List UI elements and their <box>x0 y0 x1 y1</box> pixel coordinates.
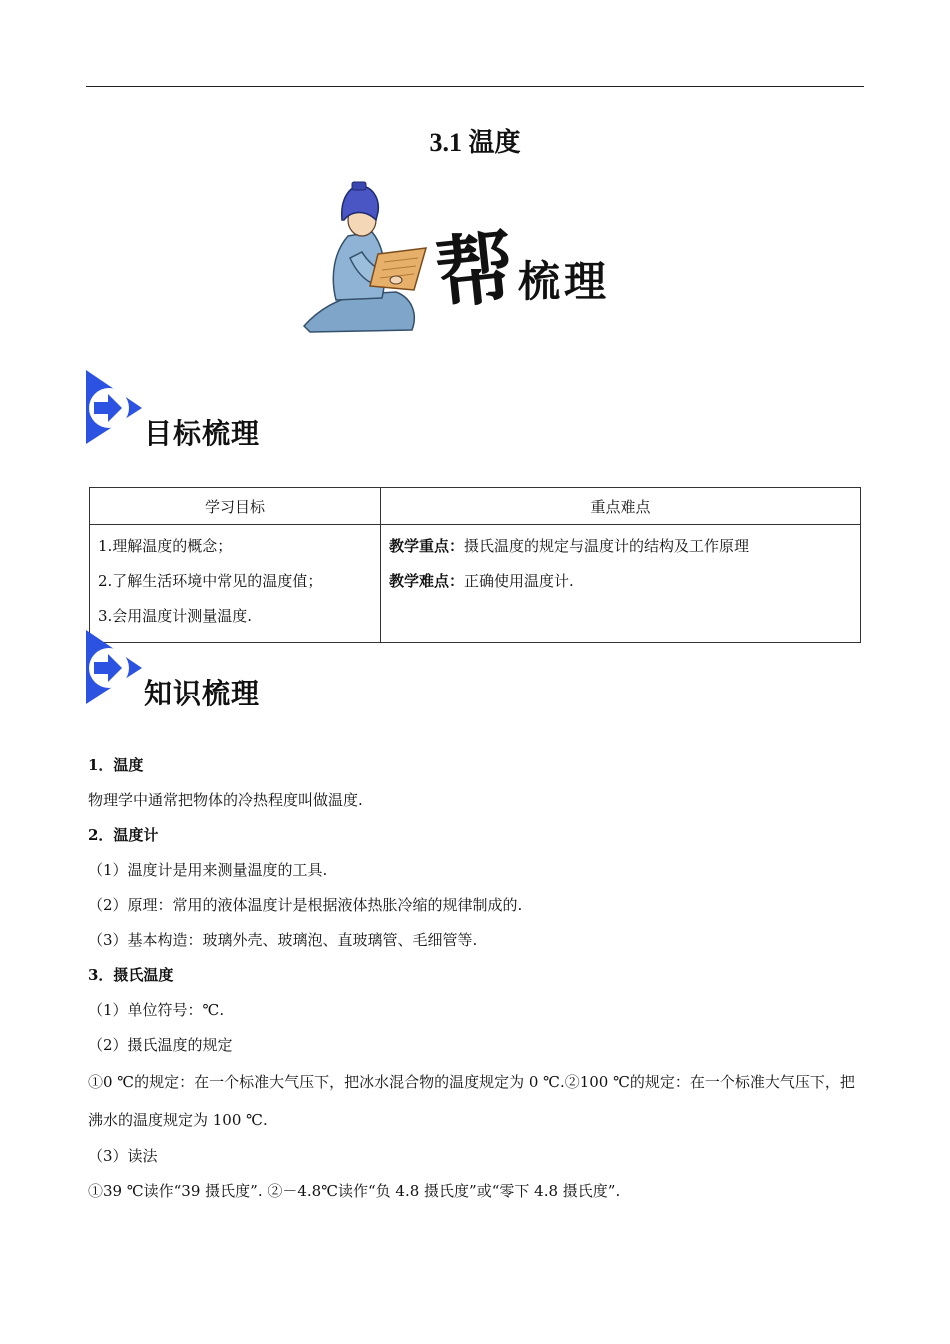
knowledge-line: ①0 ℃的规定：在一个标准大气压下，把冰水混合物的温度规定为 0 ℃.②100 ℃的规定：在一个标准大气压下，把沸水的温度规定为 100 ℃. <box>88 1073 855 1129</box>
key-point-label: 教学重点： <box>389 537 465 555</box>
banner-small-text: 梳理 <box>518 257 611 306</box>
knowledge-line: （2）原理：常用的液体温度计是根据液体热胀冷缩的规律制成的. <box>88 896 523 914</box>
knowledge-content <box>88 748 868 1209</box>
header-rule <box>86 86 864 87</box>
page-title: 3.1 温度 <box>429 128 521 157</box>
section-knowledge-heading <box>84 628 384 708</box>
knowledge-heading: 3．摄氏温度 <box>88 966 174 984</box>
right-arrow-icon <box>84 628 144 706</box>
knowledge-heading: 2．温度计 <box>88 826 159 844</box>
goals-table <box>89 487 861 643</box>
key-points-cell <box>381 525 861 643</box>
banner-illustration <box>300 180 630 340</box>
banner-big-char: 帮 <box>431 221 519 321</box>
goals-cell <box>90 525 381 643</box>
goal-item: 2.了解生活环境中常见的温度值； <box>98 572 323 590</box>
goal-item: 3.会用温度计测量温度. <box>98 607 253 625</box>
goal-item: 1.理解温度的概念； <box>98 537 233 555</box>
knowledge-line: （3）基本构造：玻璃外壳、玻璃泡、直玻璃管、毛细管等. <box>88 931 478 949</box>
knowledge-heading: 1．温度 <box>88 756 144 774</box>
section-goals-heading <box>84 368 384 448</box>
knowledge-line: （3）读法 <box>88 1147 158 1165</box>
goals-header: 学习目标 <box>90 488 381 525</box>
key-points-header: 重点难点 <box>381 488 861 525</box>
knowledge-line: ①39 ℃读作“39 摄氏度”. ②－4.8℃读作“负 4.8 摄氏度”或“零下 4.8 摄氏度”. <box>88 1182 621 1200</box>
knowledge-line: （2）摄氏温度的规定 <box>88 1036 233 1054</box>
knowledge-line: （1）单位符号：℃. <box>88 1001 225 1019</box>
right-arrow-icon <box>84 368 144 446</box>
section-knowledge-label: 知识梳理 <box>144 677 261 710</box>
knowledge-line: （1）温度计是用来测量温度的工具. <box>88 861 328 879</box>
section-goals-label: 目标梳理 <box>144 417 261 450</box>
scholar-illustration-icon <box>300 180 630 340</box>
knowledge-line: 物理学中通常把物体的冷热程度叫做温度. <box>88 791 363 809</box>
difficulty-row <box>389 564 852 599</box>
key-point-text: 摄氏温度的规定与温度计的结构及工作原理 <box>464 537 750 555</box>
key-point-row <box>389 529 852 564</box>
difficulty-text: 正确使用温度计. <box>464 572 574 590</box>
difficulty-label: 教学难点： <box>389 572 465 590</box>
